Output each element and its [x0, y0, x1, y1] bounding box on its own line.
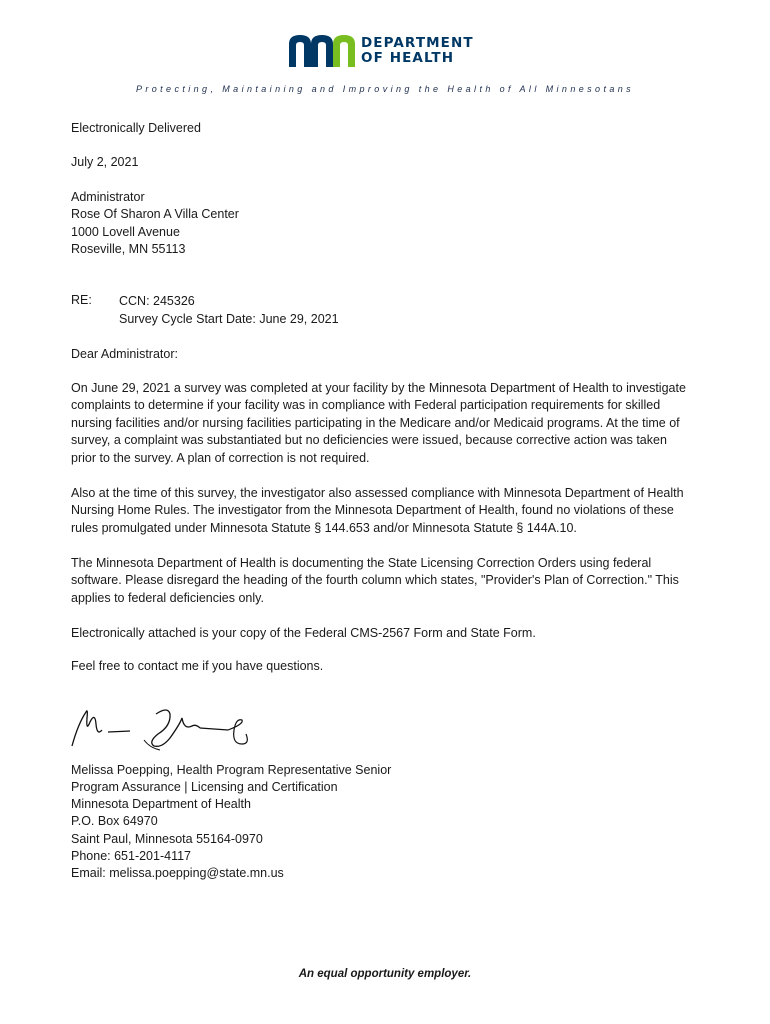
re-survey-cycle: Survey Cycle Start Date: June 29, 2021 — [119, 312, 339, 326]
footer-eoe: An equal opportunity employer. — [298, 968, 472, 980]
recipient-facility: Rose Of Sharon A Villa Center — [71, 207, 239, 221]
recipient-city: Roseville, MN 55113 — [71, 242, 186, 256]
re-label: RE: — [71, 293, 92, 307]
salutation: Dear Administrator: — [71, 347, 178, 361]
org-name-line1: DEPARTMENT — [361, 35, 474, 51]
org-name — [361, 36, 474, 66]
recipient-title: Administrator — [71, 190, 145, 204]
sender-po-box: P.O. Box 64970 — [71, 814, 158, 828]
sender-city: Saint Paul, Minnesota 55164-0970 — [71, 832, 263, 846]
body-paragraph-5: Feel free to contact me if you have questions. — [71, 659, 324, 673]
letter-date: July 2, 2021 — [71, 155, 139, 169]
sender-email: Email: melissa.poepping@state.mn.us — [71, 866, 284, 880]
sender-org: Minnesota Department of Health — [71, 797, 251, 811]
sender-phone: Phone: 651-201-4117 — [71, 849, 192, 863]
body-paragraph-4: Electronically attached is your copy of the Federal CMS-2567 Form and State Form. — [71, 626, 536, 640]
mn-logo-mark-icon — [289, 34, 357, 68]
body-paragraph-3: The Minnesota Department of Health is documenting the State Licensing Correction Orders using federal software. Please disregard the heading of the fourth column which states, "Provider's Plan of Correction." This applies to federal deficiencies only. — [71, 556, 679, 605]
recipient-street: 1000 Lovell Avenue — [71, 225, 180, 239]
body-paragraph-1: On June 29, 2021 a survey was completed at your facility by the Minnesota Department of Health to investigate complaints to determine if your facility was in compliance with Federal participation requirements for skilled nursing facilities and/or nursing facilities participating in the Medicare and/or Medicaid programs. At the time of survey, a complaint was substantiated but no deficiencies were issued, because corrective action was taken prior to the survey. A plan of correction is not required. — [71, 381, 686, 465]
tagline: Protecting, Maintaining and Improving the Health of All Minnesotans — [135, 84, 635, 94]
mdh-logo — [289, 34, 489, 70]
sender-name-title: Melissa Poepping, Health Program Representative Senior — [71, 763, 392, 777]
signature-icon — [68, 704, 258, 756]
sender-unit: Program Assurance | Licensing and Certification — [71, 780, 338, 794]
re-ccn: CCN: 245326 — [119, 294, 195, 308]
delivery-method: Electronically Delivered — [71, 121, 201, 135]
org-name-line2: OF HEALTH — [361, 50, 455, 66]
body-paragraph-2: Also at the time of this survey, the investigator also assessed compliance with Minnesota Department of Health Nursing Home Rules. The investigator from the Minnesota Department of Health, found no violations of these rules promulgated under Minnesota Statute § 144.653 and/or Minnesota Statute § 144A.10. — [71, 486, 684, 535]
